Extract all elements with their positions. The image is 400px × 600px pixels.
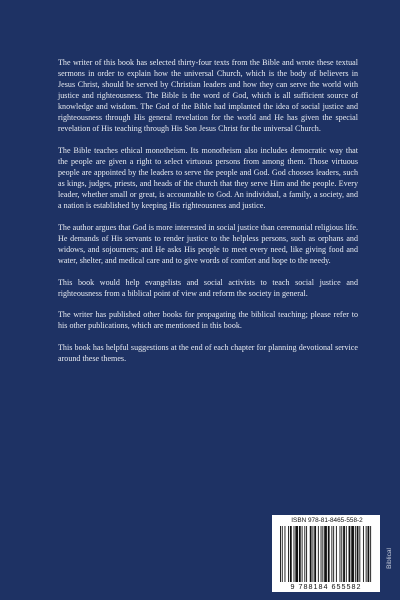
barcode-bar xyxy=(285,526,286,582)
blurb-paragraph-5: The writer has published other books for propagating the biblical teaching; please refer to his other publications, which are mentioned in this book. xyxy=(58,310,358,331)
isbn-barcode xyxy=(272,515,380,592)
barcode-bar xyxy=(333,526,334,582)
barcode-bar xyxy=(343,526,345,582)
barcode-bar xyxy=(312,526,313,582)
barcode-bar xyxy=(295,526,298,582)
barcode-bar xyxy=(328,526,330,582)
barcode-bar xyxy=(321,526,322,582)
barcode-bar xyxy=(299,526,301,582)
blurb-text xyxy=(58,57,358,375)
barcode-bar xyxy=(310,526,312,582)
barcode-bar xyxy=(340,526,341,582)
barcode-bar xyxy=(294,526,295,582)
isbn-label: ISBN 978-81-8465-558-2 xyxy=(291,517,363,524)
barcode-bar xyxy=(341,526,342,582)
category-label: Biblical xyxy=(386,548,393,569)
barcode-bar xyxy=(324,526,327,582)
barcode-bar xyxy=(370,526,371,582)
blurb-paragraph-4: This book would help evangelists and social activists to teach social justice and righteousness from a biblical point of view and reform the society in general. xyxy=(58,277,358,298)
barcode-bar xyxy=(336,526,337,582)
barcode-bar xyxy=(322,526,323,582)
barcode-bar xyxy=(351,526,354,582)
barcode-bar xyxy=(306,526,307,582)
blurb-paragraph-6: This book has helpful suggestions at the end of each chapter for planning devotional service around these themes. xyxy=(58,342,358,363)
barcode-bar xyxy=(349,526,351,582)
blurb-paragraph-1: The writer of this book has selected thirty-four texts from the Bible and wrote these textual sermons in order to explain how the universal Church, which is the body of believers in Jesus Christ, should be served by Christian leaders and how they can serve the world with justice and righteousness. The Bible is the word of God, which is all sufficient source of knowledge and wisdom. The God of the Bible had implanted the idea of social justice and righteousness through His general revelation for the world and He has given the special revelation of His teaching through His Son Jesus Christ for the universal Church. xyxy=(58,58,358,134)
barcode-bar xyxy=(363,526,364,582)
barcode-bar xyxy=(359,526,360,582)
barcode-bar xyxy=(357,526,359,582)
barcode-bar xyxy=(282,526,283,582)
barcode-bar xyxy=(318,526,319,582)
barcode-digits: 9 788184 655582 xyxy=(290,582,362,591)
barcode-bar xyxy=(288,526,289,582)
barcode-bar xyxy=(314,526,316,582)
barcode-bar xyxy=(331,526,332,582)
barcode-bar xyxy=(346,526,347,582)
barcode-bar xyxy=(304,526,305,582)
barcode-bar xyxy=(280,526,281,582)
barcode-bars xyxy=(280,526,372,582)
barcode-bar xyxy=(367,526,369,582)
barcode-bar xyxy=(355,526,356,582)
blurb-paragraph-3: The author argues that God is more interested in social justice than ceremonial religious life. He demands of His servants to render justice to the helpless persons, such as orphans and widows, and sojourners; and He asks His people to meet every need, like giving food and water, shelter, and medical care and to give words of comfort and hope to the needy. xyxy=(58,222,358,265)
barcode-bar xyxy=(366,526,367,582)
blurb-paragraph-2: The Bible teaches ethical monotheism. Its monotheism also includes democratic way that the people are given a right to select virtuous persons from among them. Those virtuous people are appointed by the leaders to serve the people and God. God chooses leaders, such as kings, judges, priests, and heads of the church that they serve Him and the people. Every leader, whether small or great, is accountable to God. An individual, a family, a society, and a nation is established by keeping His righteousness and justice. xyxy=(58,145,358,211)
barcode-bar xyxy=(302,526,303,582)
barcode-bar xyxy=(290,526,292,582)
